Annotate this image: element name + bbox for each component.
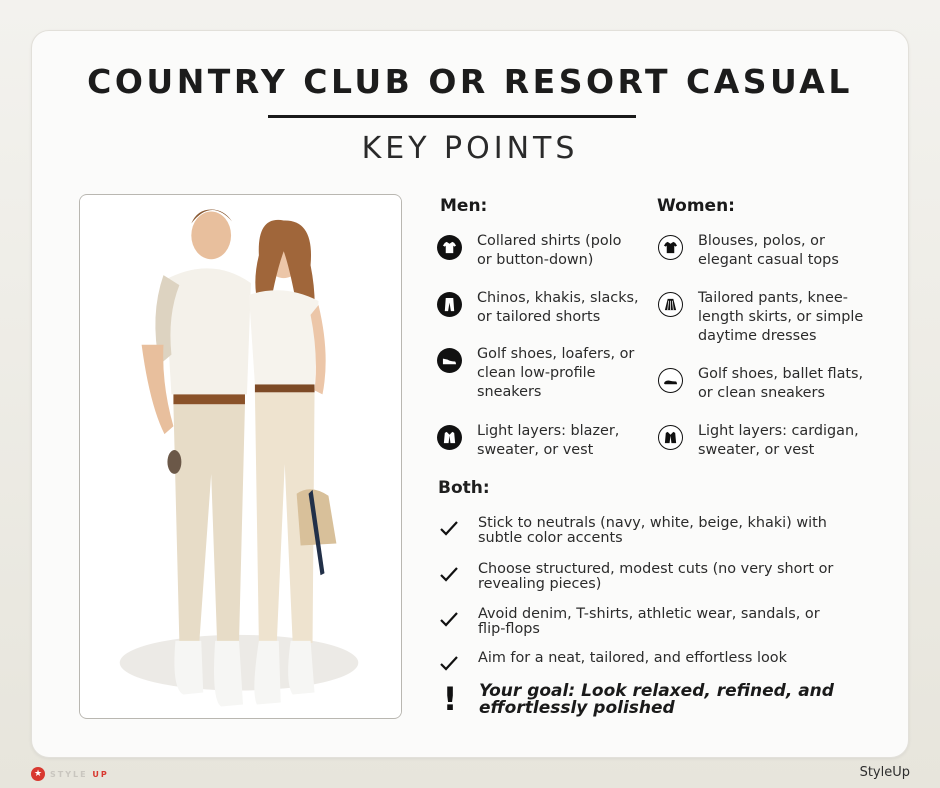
jacket-icon xyxy=(437,425,462,450)
men-item-pants xyxy=(437,289,647,327)
logo-text-up: UP xyxy=(92,769,109,779)
men-item-layers xyxy=(437,422,637,460)
women-item-layers xyxy=(658,422,868,460)
men-item-text: Light layers: blazer, sweater, or vest xyxy=(477,423,620,458)
couple-photo xyxy=(79,194,402,719)
checkmark-icon xyxy=(439,519,459,537)
page-title: COUNTRY CLUB OR RESORT CASUAL xyxy=(87,62,853,101)
women-item-text: Golf shoes, ballet flats, or clean sneakers xyxy=(698,366,864,401)
women-heading: Women: xyxy=(657,196,735,216)
both-item xyxy=(439,516,843,546)
logo-text-style: STYLE xyxy=(50,769,88,779)
women-item-text: Blouses, polos, or elegant casual tops xyxy=(698,233,839,268)
both-item-text: Stick to neutrals (navy, white, beige, khaki) with subtle color accents xyxy=(478,515,827,546)
checkmark-icon xyxy=(439,565,459,583)
women-item-shoes xyxy=(658,365,873,403)
men-item-text: Collared shirts (polo or button-down) xyxy=(477,233,622,268)
page-subtitle: KEY POINTS xyxy=(361,131,579,166)
flat-shoe-icon xyxy=(658,368,683,393)
women-item-blouses xyxy=(658,232,863,270)
men-heading: Men: xyxy=(440,196,488,216)
men-item-shoes xyxy=(437,345,637,402)
shirt-icon xyxy=(437,235,462,260)
checkmark-icon xyxy=(439,610,459,628)
men-item-shirts xyxy=(437,232,637,270)
title-divider xyxy=(268,115,636,118)
goal-text: Your goal: Look relaxed, refined, and effortlessly polished xyxy=(479,681,834,718)
pants-icon xyxy=(437,292,462,317)
exclamation-icon: ! xyxy=(442,680,458,718)
women-item-skirts xyxy=(658,289,868,346)
both-item xyxy=(439,651,843,672)
men-item-text: Chinos, khakis, slacks, or tailored shorts xyxy=(477,290,639,325)
both-heading: Both: xyxy=(438,478,490,498)
women-item-text: Light layers: cardigan, sweater, or vest xyxy=(698,423,859,458)
both-item-text: Aim for a neat, tailored, and effortless look xyxy=(478,650,787,666)
both-item-text: Avoid denim, T-shirts, athletic wear, sandals, or flip-flops xyxy=(478,606,820,637)
styleup-logo xyxy=(31,767,109,781)
both-item xyxy=(439,607,843,637)
shoe-icon xyxy=(437,348,462,373)
star-icon: ★ xyxy=(31,767,45,781)
checkmark-icon xyxy=(439,654,459,672)
both-item-text: Choose structured, modest cuts (no very short or revealing pieces) xyxy=(478,561,834,592)
both-item xyxy=(439,562,843,592)
blouse-icon xyxy=(658,235,683,260)
skirt-icon xyxy=(658,292,683,317)
men-item-text: Golf shoes, loafers, or clean low-profile sneakers xyxy=(477,346,635,400)
cardigan-icon xyxy=(658,425,683,450)
women-item-text: Tailored pants, knee-length skirts, or simple daytime dresses xyxy=(698,290,864,344)
goal-statement xyxy=(440,680,839,718)
brand-name: StyleUp xyxy=(859,765,910,780)
